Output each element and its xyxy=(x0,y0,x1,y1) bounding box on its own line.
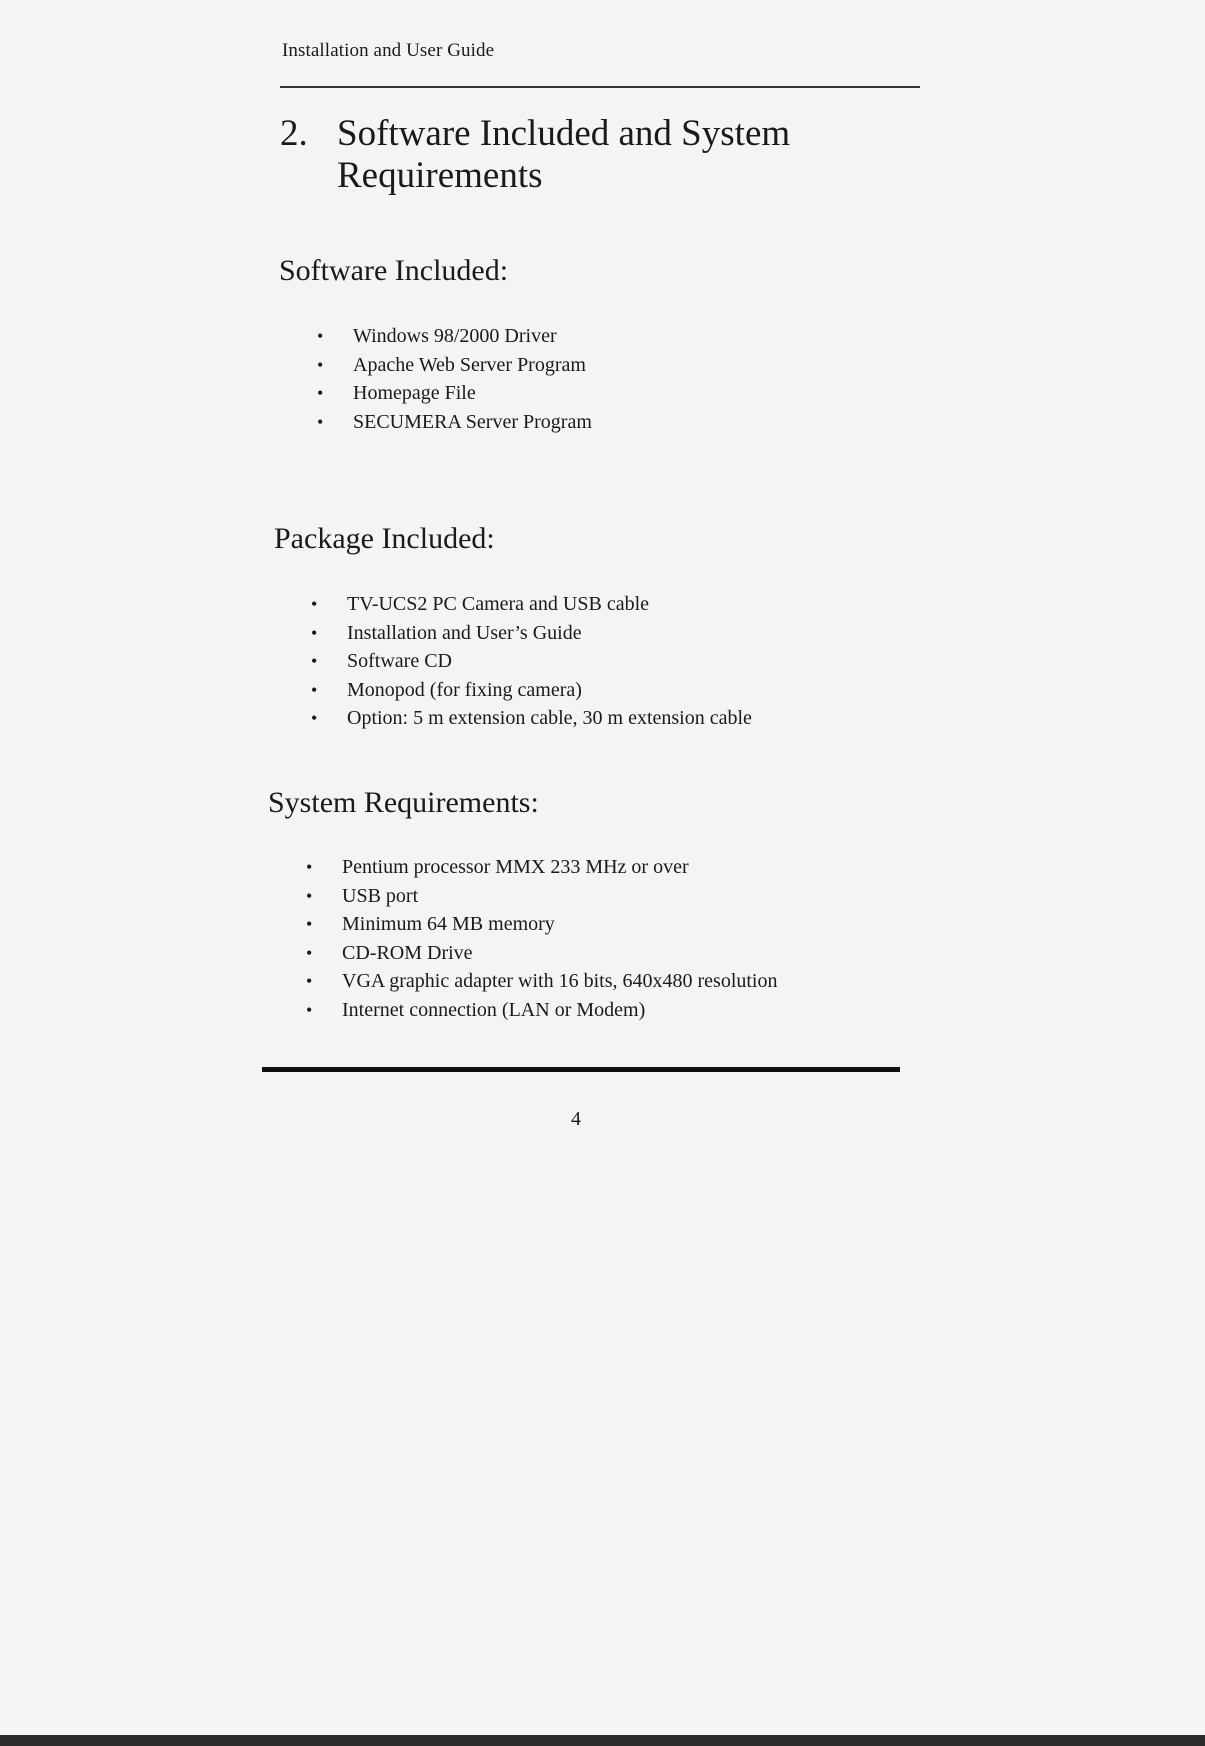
list-item xyxy=(306,910,778,939)
section-heading: Software Included: xyxy=(279,254,509,287)
bullet-icon: • xyxy=(311,679,318,700)
list-item-text: Homepage File xyxy=(353,382,476,404)
list-item-text: VGA graphic adapter with 16 bits, 640x480 resolution xyxy=(342,970,778,992)
list-item-text: Software CD xyxy=(347,650,452,672)
package-list xyxy=(311,590,752,733)
chapter-number: 2. xyxy=(280,113,308,154)
list-item xyxy=(311,647,752,676)
list-item xyxy=(317,379,592,408)
list-item xyxy=(306,882,778,911)
header-divider xyxy=(280,86,920,88)
list-item xyxy=(317,351,592,380)
bullet-icon: • xyxy=(306,914,313,934)
scan-bottom-edge xyxy=(0,1735,1205,1746)
list-item-text: CD-ROM Drive xyxy=(342,941,473,964)
requirements-list xyxy=(306,853,778,1024)
bullet-icon: • xyxy=(311,651,318,671)
list-item-text: Pentium processor MMX 233 MHz or over xyxy=(342,856,689,878)
bullet-icon: • xyxy=(317,326,324,346)
list-item xyxy=(311,619,752,648)
footer-divider xyxy=(262,1067,900,1072)
list-item xyxy=(306,996,778,1025)
bullet-icon: • xyxy=(311,708,318,728)
list-item xyxy=(306,939,778,968)
section-heading: System Requirements: xyxy=(268,786,539,819)
bullet-icon: • xyxy=(306,999,313,1020)
bullet-icon: • xyxy=(306,885,313,906)
bullet-icon: • xyxy=(306,971,313,991)
list-item-text: Installation and User’s Guide xyxy=(347,621,582,644)
page-number: 4 xyxy=(571,1108,581,1130)
section-heading: Package Included: xyxy=(274,522,495,555)
list-item-text: TV-UCS2 PC Camera and USB cable xyxy=(347,593,650,615)
list-item xyxy=(306,853,778,882)
software-list xyxy=(317,322,592,436)
bullet-icon: • xyxy=(317,411,324,432)
list-item xyxy=(306,967,778,996)
bullet-icon: • xyxy=(317,383,324,403)
bullet-icon: • xyxy=(306,942,313,963)
list-item-text: Windows 98/2000 Driver xyxy=(353,325,557,347)
list-item-text: SECUMERA Server Program xyxy=(353,410,592,433)
list-item xyxy=(311,590,752,619)
bullet-icon: • xyxy=(306,857,313,877)
chapter-title xyxy=(280,113,920,197)
running-header: Installation and User Guide xyxy=(282,40,495,61)
list-item xyxy=(311,704,752,733)
list-item-text: Minimum 64 MB memory xyxy=(342,913,555,935)
list-item xyxy=(317,408,592,437)
bullet-icon: • xyxy=(311,594,318,614)
list-item-text: Option: 5 m extension cable, 30 m extension cable xyxy=(347,707,752,729)
list-item xyxy=(317,322,592,351)
list-item-text: Apache Web Server Program xyxy=(353,353,586,376)
list-item-text: USB port xyxy=(342,884,419,907)
bullet-icon: • xyxy=(317,354,324,375)
chapter-title-text: Software Included and System Requirements xyxy=(337,113,791,196)
list-item-text: Internet connection (LAN or Modem) xyxy=(342,998,646,1021)
bullet-icon: • xyxy=(311,622,318,643)
list-item xyxy=(311,676,752,705)
list-item-text: Monopod (for fixing camera) xyxy=(347,678,582,701)
